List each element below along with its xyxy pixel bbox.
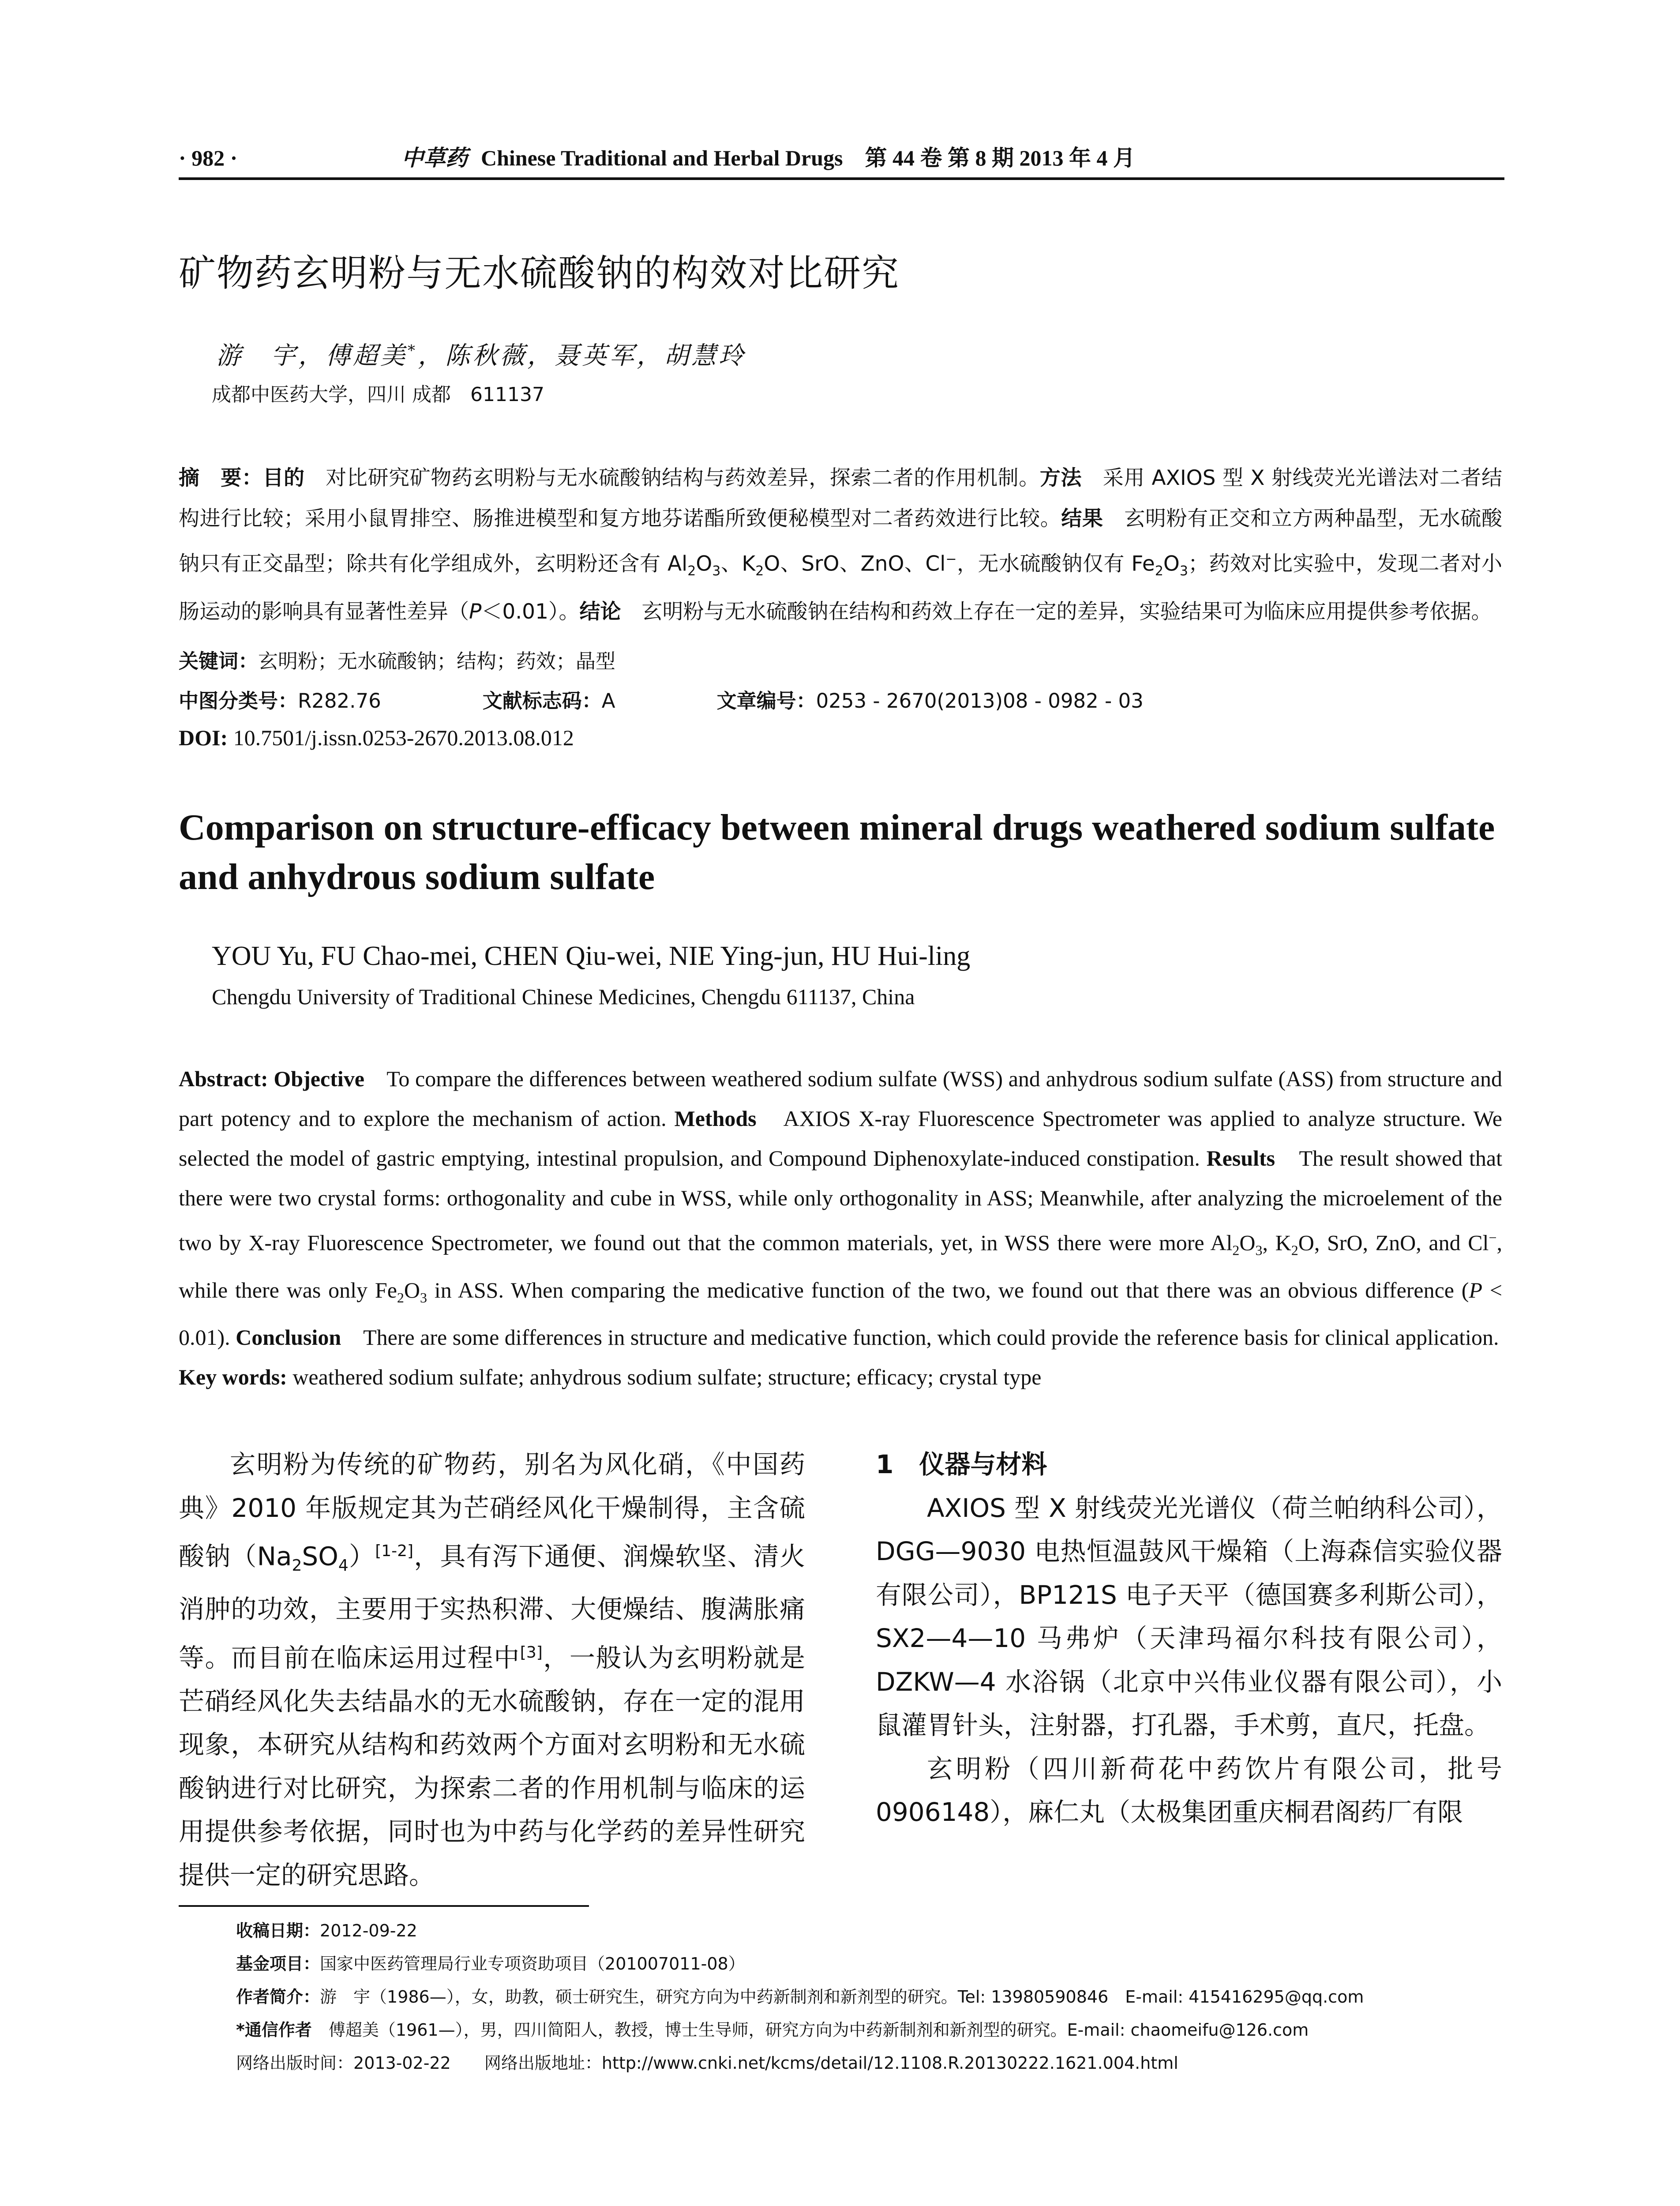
online-time-label: 网络出版时间： — [236, 2053, 354, 2073]
journal-name-en: Chinese Traditional and Herbal Drugs — [481, 146, 843, 170]
corresponding-label: *通信作者 — [236, 2020, 312, 2040]
body-right-column — [876, 1443, 1502, 1834]
cn-result-text: ＜0.01）。 — [481, 600, 580, 624]
corresponding-mark: * — [408, 341, 418, 360]
cn-conclusion-label: 结论 — [579, 600, 621, 624]
cn-objective-text: 对比研究矿物药玄明粉与无水硫酸钠结构与药效差异，探索二者的作用机制。 — [304, 466, 1040, 490]
cn-method-label: 方法 — [1039, 466, 1082, 490]
intro-paragraph: 玄明粉为传统的矿物药，别名为风化硝，《中国药典》2010 年版规定其为芒硝经风化干燥制得，主含硫酸钠$(Na_2SO_4)[1-2]$，具有泻下通便、润燥软坚、清火消肿的功效，主要用于实热积滞、大便燥结、腹满胀痛等。而目前在临床运用过程中[3]，一般认为玄明粉就是芒硝经风化失去结晶水的无水硫酸钠，存在一定的混用现象，本研究从结构和药效两个方面对玄明粉和无水硫酸钠进行对比研究，为探索二者的作用机制与临床的运用提供参考依据，同时也为中药与化学药的差异性研究提供一定的研究思路。 — [179, 1449, 805, 1890]
cn-affiliation: 成都中医药大学，四川 成都 611137 — [212, 383, 544, 406]
article-no-label: 文章编号： — [716, 689, 816, 713]
en-result-text: The result showed that there were two crystal forms: orthogonality and cube in WSS, while only orthogonality in ASS; Meanwhile, after analyzing the microelement of the two by X-ray Fluorescence Spectrometer, we found out that the common materials, yet, in WSS there were more Al — [179, 1146, 1502, 1255]
cn-result-text: ，无水硫酸钠仅有 Fe — [956, 552, 1155, 576]
online-time: 2013-02-22 — [353, 2053, 451, 2073]
en-title: Comparison on structure-efficacy between mineral drugs weathered sodium sulfate and anhydrous sodium sulfate — [179, 807, 1495, 897]
doi-line — [179, 725, 574, 750]
citation-1-2[interactable]: [1-2] — [375, 1542, 414, 1560]
en-result-label: Results — [1206, 1146, 1275, 1171]
journal-issue: 第 44 卷 第 8 期 2013 年 4 月 — [865, 146, 1135, 170]
cn-classification — [179, 685, 1144, 713]
fund-text: 国家中医药管理局行业专项资助项目（201007011-08） — [320, 1954, 745, 1973]
footnote-rule — [179, 1905, 589, 1907]
running-header — [179, 140, 1504, 172]
received-date: 2012-09-22 — [320, 1921, 417, 1940]
instruments-paragraph: AXIOS 型 X 射线荧光光谱仪（荷兰帕纳科公司），DGG—9030 电热恒温鼓风干燥箱（上海森信实验仪器有限公司），BP121S 电子天平（德国赛多利斯公司），SX2—4—10 马弗炉（天津玛福尔科技有限公司），DZKW—4 水浴锅（北京中兴伟业仪器有限公司），小鼠灌胃针头，注射器，打孔器，手术剪，直尺，托盘。 — [876, 1493, 1502, 1740]
en-objective-text: To compare the differences between weathered sodium sulfate (WSS) and anhydrous sodium sulfate (ASS) from structure and part potency and to explore the mechanism of action. — [179, 1066, 1502, 1131]
en-keywords-text: weathered sodium sulfate; anhydrous sodium sulfate; structure; efficacy; crystal type — [287, 1364, 1042, 1389]
en-affiliation: Chengdu University of Traditional Chinese Medicines, Chengdu 611137, China — [212, 984, 915, 1009]
online-address-link[interactable]: http://www.cnki.net/kcms/detail/12.1108.R.20130222.1621.004.html — [601, 2053, 1178, 2073]
footnote-online — [236, 2049, 1178, 2074]
en-abstract: Abstract: Objective To compare the differences between weathered sodium sulfate (WSS) and anhydrous sodium sulfate (ASS) from structure and part potency and to explore the mechanism of action. Methods AXIOS X-ray Fluorescence Spectrometer was applied to analyze structure. We selected the model of gastric emptying, intestinal propulsion, and Compound Diphenoxylate-induced constipation. Results The result showed that there were two crystal forms: orthogonality and cube in WSS, while only orthogonality in ASS; Meanwhile, after analyzing the microelement of the two by X-ray Fluorescence Spectrometer, we found out that the common materials, yet, in WSS there were more $Al_2O_3$, $K_2O$, SrO, ZnO, and Cl−, while there was only $Fe_2O_3$ in ASS. When comparing the medicative function of the two, we found out that there was an obvious difference (P < 0.01). Conclusion There are some differences in structure and medicative function, which could provide the reference basis for clinical application. Key words: weathered sodium sulfate; anhydrous sodium sulfate; structure; efficacy; crystal type — [179, 1066, 1503, 1389]
intro-text: ，具有泻下通便、润燥软坚、清火消肿的功效，主要用于实热积滞、大便燥结、腹满胀痛等。而目前在临床运用过程中 — [179, 1541, 805, 1673]
en-result-text: , while there was only Fe — [179, 1230, 1502, 1302]
cn-authors-rest: ，陈秋薇，聂英军，胡慧玲 — [418, 341, 746, 370]
author-info-text: 游 宇（1986—），女，助教，硕士研究生，研究方向为中药新制剂和新剂型的研究。Tel: 13980590846 E-mail: 415416295@qq.com — [320, 1987, 1364, 2007]
body-left-column — [179, 1443, 805, 1897]
cn-conclusion-text: 玄明粉与无水硫酸钠在结构和药效上存在一定的差异，实验结果可为临床应用提供参考依据。 — [621, 600, 1492, 624]
doc-code-label: 文献标志码： — [482, 689, 602, 713]
cn-result-label: 结果 — [1061, 506, 1103, 531]
header-rule — [179, 177, 1504, 180]
intro-text: ） — [348, 1541, 375, 1572]
doi-label: DOI: — [179, 725, 228, 750]
en-method-text: AXIOS X-ray Fluorescence Spectrometer was applied to analyze structure. We selected the model of gastric emptying, intestinal propulsion, and Compound Diphenoxylate-induced constipation. — [179, 1106, 1502, 1171]
cn-title: 矿物药玄明粉与无水硫酸钠的构效对比研究 — [179, 251, 900, 295]
intro-text: 玄明粉为传统的矿物药，别名为风化硝，《中国药典》2010 年版规定其为芒硝经风化干燥制得，主含硫酸钠（Na — [179, 1449, 805, 1572]
cn-authors — [216, 336, 746, 371]
doi-value[interactable]: 10.7501/j.issn.0253-2670.2013.08.012 — [228, 725, 574, 750]
cn-keywords-text: 玄明粉；无水硫酸钠；结构；药效；晶型 — [258, 649, 616, 673]
fund-label: 基金项目： — [236, 1954, 320, 1973]
page-number: · 982 · — [179, 146, 238, 170]
cn-result-text: 玄明粉有正交和立方两种晶型，无水硫酸钠只有正交晶型；除共有化学组成外，玄明粉还含有 Al — [179, 506, 1503, 576]
cn-abstract: 摘 要：目的 对比研究矿物药玄明粉与无水硫酸钠结构与药效差异，探索二者的作用机制。方法 采用 AXIOS 型 X 射线荧光光谱法对二者结构进行比较；采用小鼠胃排空、肠推进模型和复方地芬诺酯所致便秘模型对二者药效进行比较。结果 玄明粉有正交和立方两种晶型，无水硫酸钠只有正交晶型；除共有化学组成外，玄明粉还含有 $Al_2O_3$、$K_2O$、SrO、ZnO、Cl−，无水硫酸钠仅有 $Fe_2O_3$；药效对比实验中，发现二者对小肠运动的影响具有显著性差异（P＜0.01）。结论 玄明粉与无水硫酸钠在结构和药效上存在一定的差异，实验结果可为临床应用提供参考依据。 — [179, 466, 1503, 624]
en-result-text: < 0.01). — [179, 1277, 1503, 1350]
footnote-corresponding — [236, 2016, 1309, 2041]
en-conclusion-text: There are some differences in structure and medicative function, which could provide the reference basis for clinical application. — [341, 1324, 1499, 1350]
en-conclusion-label: Conclusion — [236, 1324, 341, 1350]
section-1-heading: 1 仪器与材料 — [876, 1449, 1047, 1479]
intro-text: ，一般认为玄明粉就是芒硝经风化失去结晶水的无水硫酸钠，存在一定的混用现象，本研究从结构和药效两个方面对玄明粉和无水硫酸钠进行对比研究，为探索二者的作用机制与临床的运用提供参考依据，同时也为中药与化学药的差异性研究提供一定的研究思路。 — [179, 1643, 805, 1890]
author-info-label: 作者简介： — [236, 1987, 320, 2007]
cn-result-text: 、ZnO、Cl — [839, 552, 946, 576]
clc-code: R282.76 — [298, 689, 381, 713]
cn-keywords-label: 关键词： — [179, 649, 259, 673]
article-no: 0253 - 2670(2013)08 - 0982 - 03 — [816, 689, 1144, 713]
received-label: 收稿日期： — [236, 1921, 320, 1940]
cn-objective-label: 目的 — [262, 466, 305, 490]
en-keywords-label: Key words: — [179, 1364, 287, 1389]
en-result-text: in ASS. When comparing the medicative function of the two, we found out that there was an obvious difference ( — [427, 1277, 1469, 1302]
clc-label: 中图分类号： — [179, 689, 298, 713]
en-method-label: Methods — [674, 1106, 757, 1131]
footnote-fund — [236, 1950, 745, 1974]
cn-authors-first: 游 宇，傅超美 — [216, 341, 408, 370]
corresponding-text: 傅超美（1961—），男，四川简阳人，教授，博士生导师，研究方向为中药新制剂和新剂型的研究。E-mail: chaomeifu@126.com — [311, 2020, 1309, 2040]
footnote-author — [236, 1983, 1364, 2007]
cn-abstract-label: 摘 要： — [179, 466, 263, 490]
cn-result-text: ；药效对比实验中，发现二者对小肠运动的影响具有显著性差异（ — [179, 552, 1503, 624]
en-abstract-label: Abstract: Objective — [179, 1066, 364, 1091]
materials-paragraph: 玄明粉（四川新荷花中药饮片有限公司，批号 0906148），麻仁丸（太极集团重庆桐君阁药厂有限 — [876, 1753, 1502, 1827]
doc-code: A — [601, 689, 615, 713]
en-authors: YOU Yu, FU Chao-mei, CHEN Qiu-wei, NIE Ying-jun, HU Hui-ling — [212, 941, 971, 971]
journal-name-cn: 中草药 — [401, 145, 468, 171]
cn-method-text: 采用 AXIOS 型 X 射线荧光光谱法对二者结构进行比较；采用小鼠胃排空、肠推进模型和复方地芬诺酯所致便秘模型对二者药效进行比较。 — [179, 466, 1503, 531]
online-address-label: 网络出版地址： — [450, 2053, 602, 2073]
citation-3[interactable]: [3] — [520, 1643, 543, 1662]
en-result-text: , SrO, ZnO, and Cl — [1314, 1230, 1489, 1255]
cn-keywords — [179, 645, 615, 674]
footnote-received — [236, 1917, 417, 1941]
